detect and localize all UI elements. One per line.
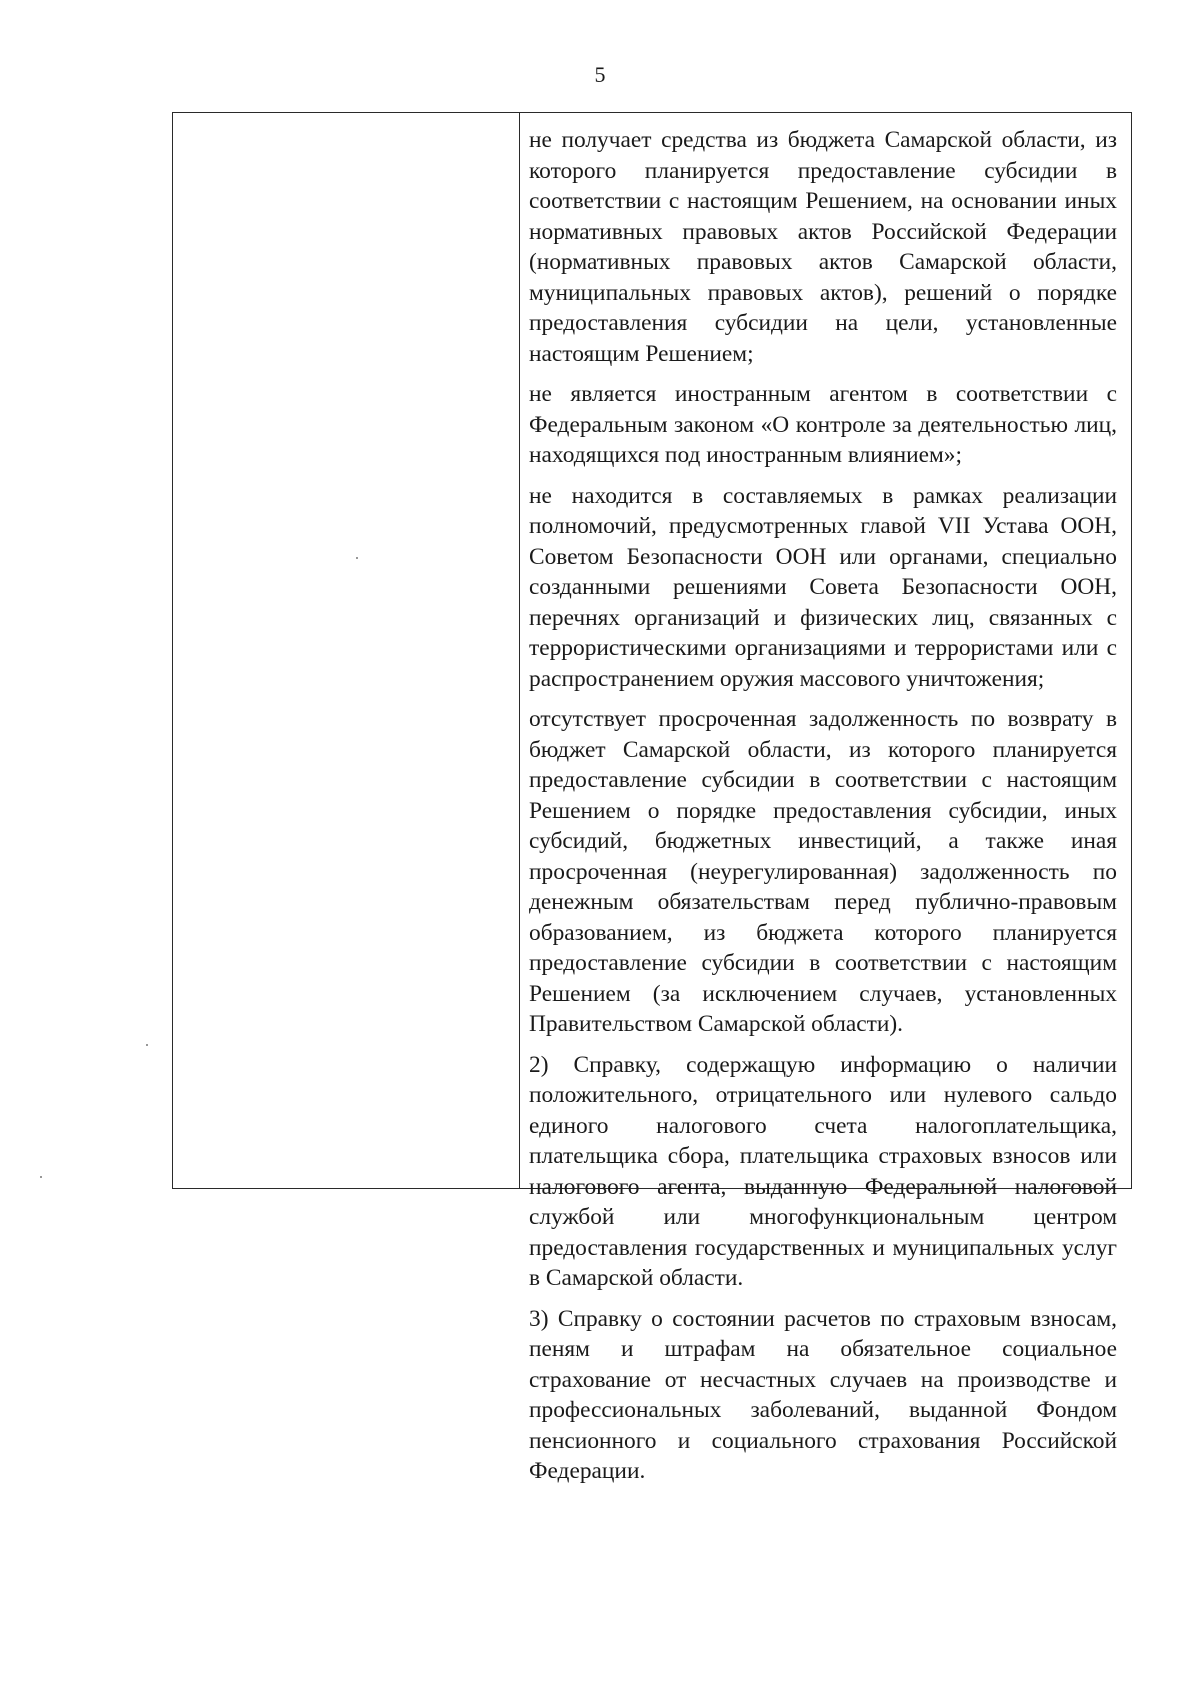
page-number: 5 [594, 62, 606, 87]
paragraph-not-in-terror-lists: не находится в составляемых в рамках реализации полномочий, предусмотренных главой VII Устава ООН, Советом Безопасности ООН или органами, специально созданными решениями Совета Безопасности ООН, перечнях организаций и физических лиц, связанных с террористическими организациями и террористами или с распространением оружия массового уничтожения; [529, 482, 1117, 692]
table-right-cell [520, 113, 1131, 1484]
paragraph-tax-balance-certificate: 2) Справку, содержащую информацию о наличии положительного, отрицательного или нулевого сальдо единого налогового счета налогоплательщика, плательщика сбора, плательщика страховых взносов или налогового агента, выданную Федеральной налоговой службой или многофункциональным центром предоставления государственных и муниципальных услуг в Самарской области. [529, 1051, 1117, 1291]
scan-speck [356, 557, 358, 559]
paragraph-insurance-certificate: 3) Справку о состоянии расчетов по страховым взносам, пеням и штрафам на обязательное социальное страхование от несчастных случаев на производстве и профессиональных заболеваний, выданной Фондом пенсионного и социального страхования Российской Федерации. [529, 1305, 1117, 1484]
paragraph-no-budget-funds: не получает средства из бюджета Самарской области, из которого планируется предоставление субсидии в соответствии с настоящим Решением, на основании иных нормативных правовых актов Российской Федерации (нормативных правовых актов Самарской области, муниципальных правовых актов), решений о порядке предоставления субсидии на цели, установленные настоящим Решением; [529, 127, 1117, 367]
scan-speck [146, 1044, 148, 1046]
paragraph-no-overdue-debt: отсутствует просроченная задолженность по возврату в бюджет Самарской области, из которого планируется предоставление субсидии в соответствии с настоящим Решением о порядке предоставления субсидии, иных субсидий, бюджетных инвестиций, а также иная просроченная (неурегулированная) задолженность по денежным обязательствам перед публично-правовым образованием, из бюджета которого планируется предоставление субсидии в соответствии с настоящим Решением (за исключением случаев, установленных Правительством Самарской области). [529, 706, 1117, 1037]
paragraph-not-foreign-agent: не является иностранным агентом в соответствии с Федеральным законом «О контроле за деятельностью лиц, находящихся под иностранным влиянием»; [529, 381, 1117, 468]
document-table [172, 112, 1132, 1484]
table-left-cell [173, 113, 520, 1188]
scan-speck [40, 1176, 42, 1178]
